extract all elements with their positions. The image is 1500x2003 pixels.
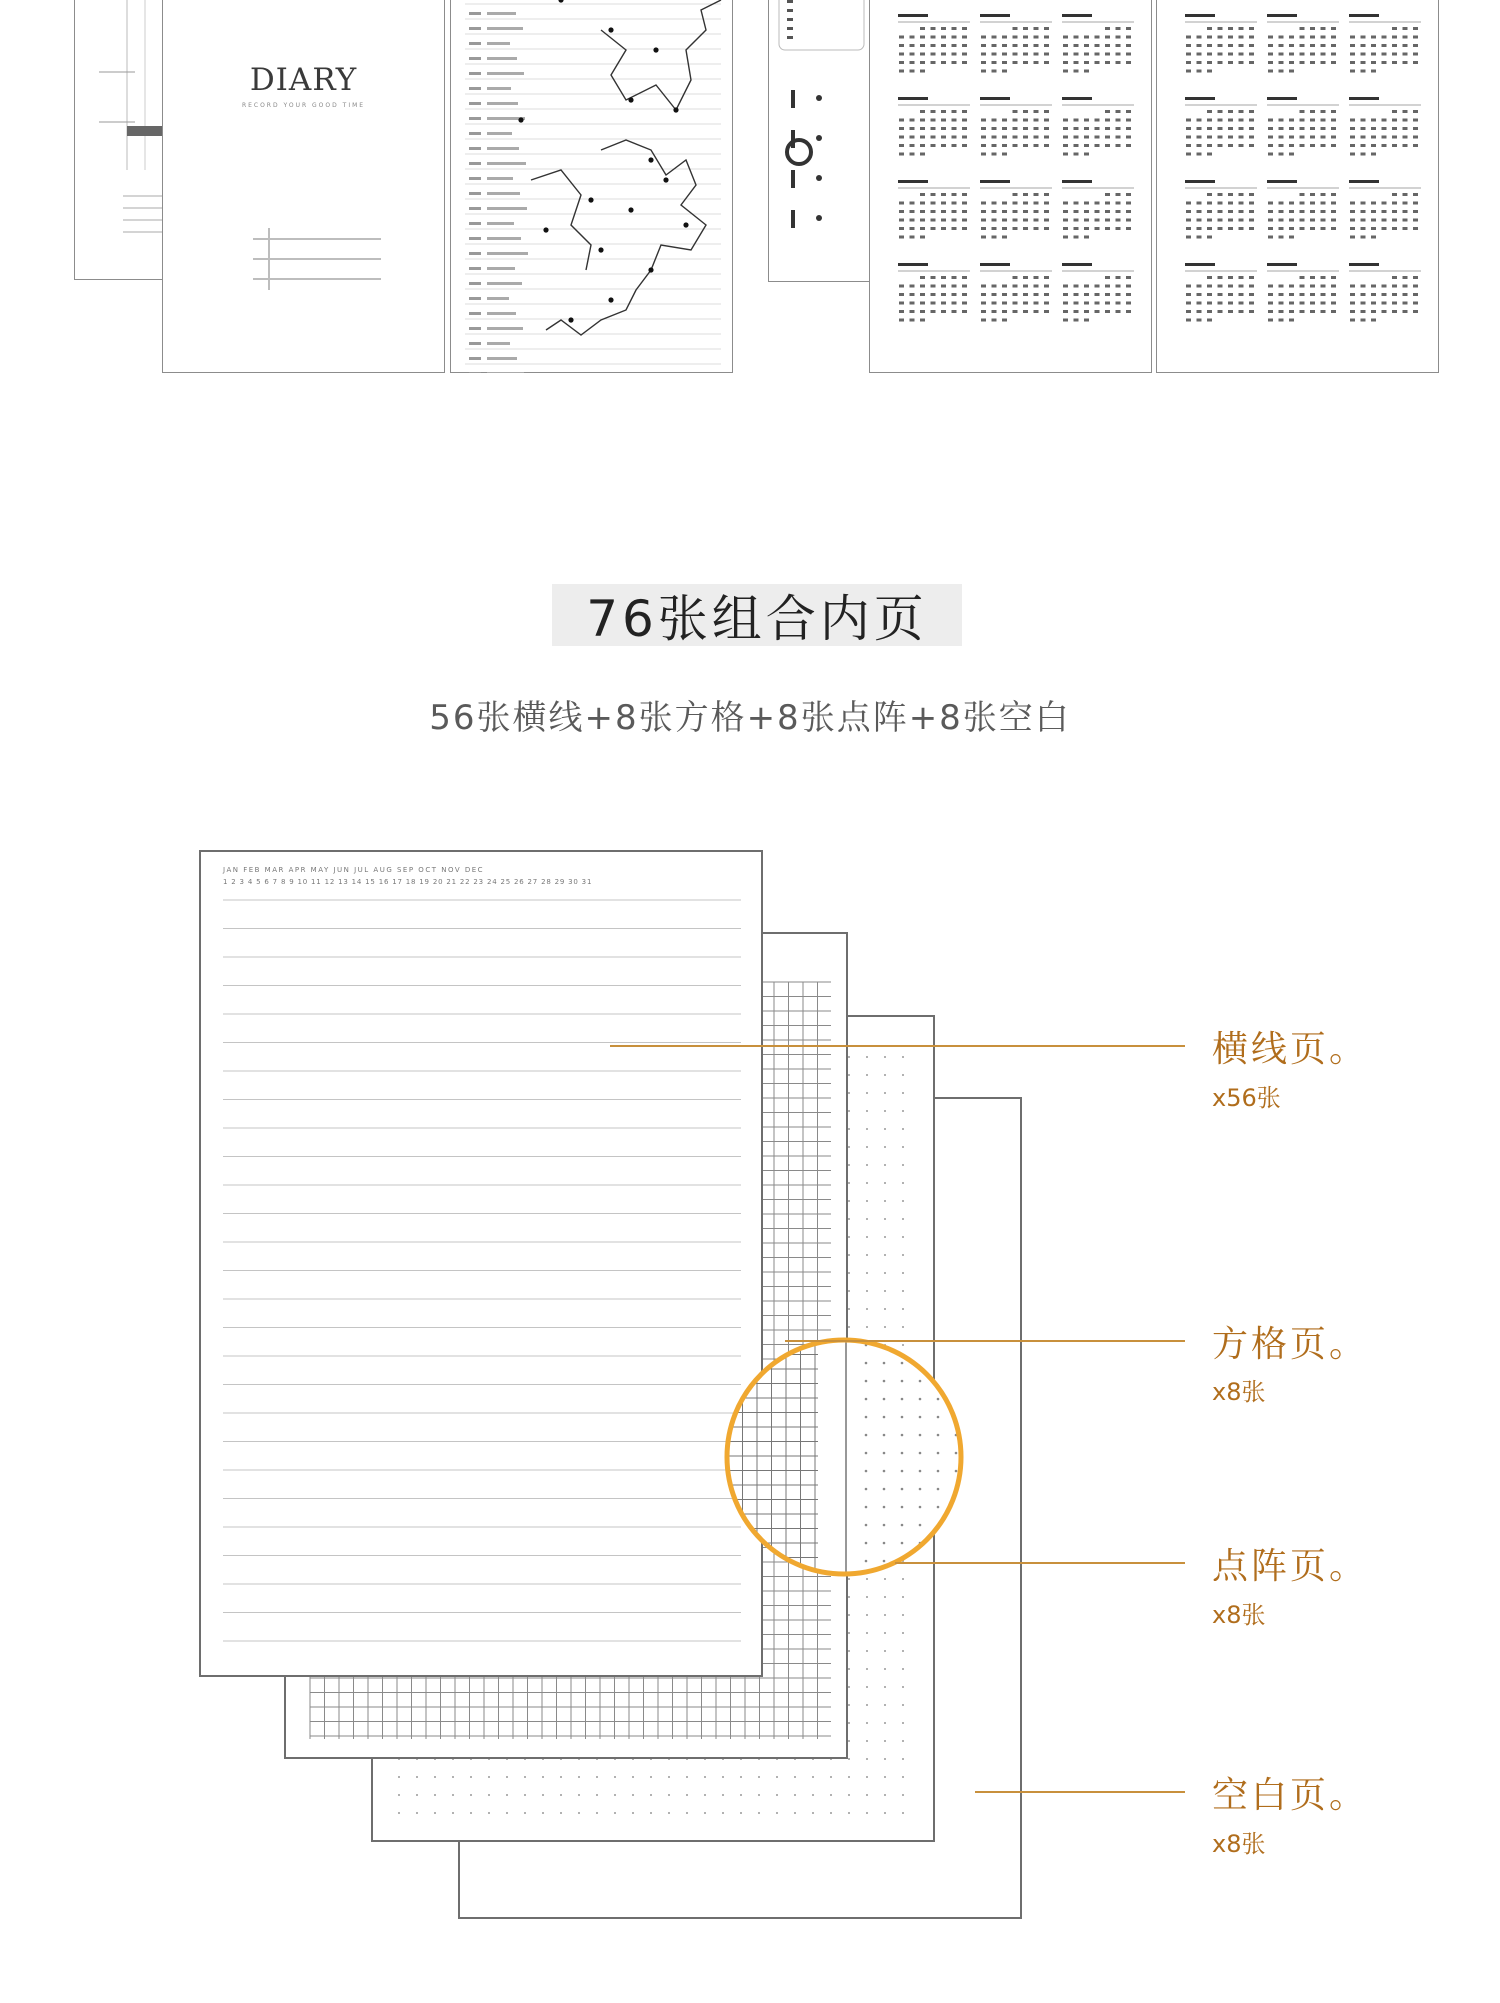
grid-dot <box>848 1218 850 1220</box>
grid-dot <box>902 1596 904 1598</box>
grid-dot <box>722 1794 724 1796</box>
grid-dot <box>596 1812 598 1814</box>
grid-dot <box>884 1344 886 1346</box>
grid-dot <box>902 1308 904 1310</box>
preview-stencil-page <box>768 0 873 282</box>
grid-dot <box>884 1722 886 1724</box>
grid-dot <box>866 1740 868 1742</box>
grid-dot <box>686 1812 688 1814</box>
grid-dot <box>398 1794 400 1796</box>
grid-dot <box>884 1362 886 1364</box>
grid-dot <box>884 1776 886 1778</box>
preview-cover-page <box>162 0 445 373</box>
grid-dot <box>884 1596 886 1598</box>
grid-dot <box>902 1740 904 1742</box>
grid-dot <box>866 1794 868 1796</box>
grid-dot <box>902 1506 904 1508</box>
grid-dot <box>398 1776 400 1778</box>
grid-dot <box>848 1182 850 1184</box>
cover-rule-3 <box>253 278 381 280</box>
grid-dot <box>866 1344 868 1346</box>
grid-dot <box>542 1812 544 1814</box>
grid-dot <box>902 1326 904 1328</box>
grid-dot <box>848 1452 850 1454</box>
grid-dot <box>902 1686 904 1688</box>
grid-dot <box>866 1452 868 1454</box>
grid-dot <box>506 1794 508 1796</box>
cover-rule-1 <box>253 238 381 240</box>
grid-dot <box>902 1614 904 1616</box>
grid-dot <box>848 1506 850 1508</box>
grid-dot <box>902 1632 904 1634</box>
grid-dot <box>866 1578 868 1580</box>
grid-dot <box>902 1380 904 1382</box>
grid-dot <box>866 1056 868 1058</box>
grid-dot <box>488 1794 490 1796</box>
grid-dot <box>866 1236 868 1238</box>
grid-dot <box>848 1128 850 1130</box>
grid-dot <box>614 1812 616 1814</box>
grid-dot <box>902 1344 904 1346</box>
grid-dot <box>902 1074 904 1076</box>
grid-dot <box>902 1398 904 1400</box>
grid-dot <box>884 1560 886 1562</box>
grid-dot <box>902 1758 904 1760</box>
grid-dot <box>884 1812 886 1814</box>
grid-dot <box>884 1092 886 1094</box>
grid-dot <box>542 1776 544 1778</box>
grid-dot <box>614 1776 616 1778</box>
grid-dot <box>524 1812 526 1814</box>
grid-dot <box>704 1776 706 1778</box>
label-dot-title: 点阵页。 <box>1212 1546 1369 1587</box>
grid-dot <box>668 1776 670 1778</box>
label-dot-count: x8张 <box>1212 1601 1266 1629</box>
grid-dot <box>866 1146 868 1148</box>
grid-dot <box>848 1254 850 1256</box>
grid-dot <box>524 1794 526 1796</box>
grid-dot <box>830 1794 832 1796</box>
grid-dot <box>884 1488 886 1490</box>
lined-page-days: 1 2 3 4 5 6 7 8 9 10 11 12 13 14 15 16 17 18 19 20 21 22 23 24 25 26 27 28 29 30 31 <box>223 878 593 886</box>
grid-dot <box>848 1722 850 1724</box>
grid-dot <box>794 1776 796 1778</box>
grid-dot <box>686 1776 688 1778</box>
grid-dot <box>884 1254 886 1256</box>
grid-dot <box>884 1290 886 1292</box>
grid-dot <box>902 1668 904 1670</box>
grid-dot <box>848 1488 850 1490</box>
grid-dot <box>866 1110 868 1112</box>
grid-dot <box>884 1470 886 1472</box>
grid-dot <box>902 1416 904 1418</box>
heading-box <box>552 584 962 646</box>
grid-dot <box>866 1290 868 1292</box>
grid-dot <box>902 1362 904 1364</box>
grid-dot <box>848 1056 850 1058</box>
label-grid-title: 方格页。 <box>1212 1324 1369 1365</box>
grid-dot <box>902 1776 904 1778</box>
preview-calendar-page-1 <box>869 0 1152 373</box>
grid-dot <box>866 1200 868 1202</box>
grid-dot <box>848 1200 850 1202</box>
grid-dot <box>866 1254 868 1256</box>
grid-dot <box>848 1398 850 1400</box>
section-subheading: 56张横线+8张方格+8张点阵+8张空白 <box>429 698 1071 738</box>
grid-dot <box>884 1236 886 1238</box>
grid-dot <box>884 1056 886 1058</box>
grid-dot <box>902 1524 904 1526</box>
grid-dot <box>866 1092 868 1094</box>
label-blank-title: 空白页。 <box>1212 1775 1369 1816</box>
grid-dot <box>884 1794 886 1796</box>
grid-dot <box>884 1758 886 1760</box>
grid-dot <box>542 1794 544 1796</box>
grid-dot <box>848 1236 850 1238</box>
grid-dot <box>866 1542 868 1544</box>
grid-dot <box>848 1470 850 1472</box>
grid-dot <box>560 1776 562 1778</box>
grid-dot <box>902 1182 904 1184</box>
grid-dot <box>758 1776 760 1778</box>
grid-dot <box>902 1704 904 1706</box>
grid-dot <box>452 1812 454 1814</box>
grid-dot <box>812 1794 814 1796</box>
grid-dot <box>866 1380 868 1382</box>
grid-dot <box>704 1812 706 1814</box>
grid-dot <box>470 1812 472 1814</box>
grid-dot <box>848 1074 850 1076</box>
grid-dot <box>866 1308 868 1310</box>
grid-dot <box>776 1812 778 1814</box>
grid-dot <box>560 1812 562 1814</box>
grid-dot <box>848 1434 850 1436</box>
grid-dot <box>812 1812 814 1814</box>
grid-dot <box>848 1362 850 1364</box>
grid-dot <box>848 1344 850 1346</box>
grid-dot <box>398 1812 400 1814</box>
grid-dot <box>848 1524 850 1526</box>
grid-dot <box>902 1146 904 1148</box>
grid-dot <box>848 1776 850 1778</box>
cover-rule-2 <box>253 258 381 260</box>
label-lined-count: x56张 <box>1212 1084 1281 1112</box>
grid-dot <box>560 1794 562 1796</box>
ruled-lines <box>201 852 763 1677</box>
grid-dot <box>884 1128 886 1130</box>
grid-dot <box>866 1128 868 1130</box>
grid-dot <box>632 1794 634 1796</box>
grid-dot <box>578 1794 580 1796</box>
grid-dot <box>884 1578 886 1580</box>
grid-dot <box>722 1812 724 1814</box>
grid-dot <box>848 1704 850 1706</box>
grid-dot <box>740 1776 742 1778</box>
index-page-lines <box>75 0 169 280</box>
grid-dot <box>902 1434 904 1436</box>
grid-dot <box>848 1092 850 1094</box>
grid-dot <box>596 1794 598 1796</box>
grid-dot <box>452 1776 454 1778</box>
grid-dot <box>866 1776 868 1778</box>
grid-dot <box>848 1326 850 1328</box>
grid-dot <box>758 1794 760 1796</box>
grid-dot <box>866 1668 868 1670</box>
grid-dot <box>488 1776 490 1778</box>
grid-dot <box>866 1704 868 1706</box>
grid-dot <box>596 1776 598 1778</box>
cover-rule-vertical <box>268 228 270 290</box>
grid-dot <box>848 1794 850 1796</box>
grid-dot <box>848 1380 850 1382</box>
grid-dot <box>848 1812 850 1814</box>
grid-dot <box>452 1794 454 1796</box>
grid-dot <box>704 1794 706 1796</box>
grid-dot <box>902 1794 904 1796</box>
grid-dot <box>884 1740 886 1742</box>
grid-dot <box>848 1578 850 1580</box>
grid-dot <box>902 1254 904 1256</box>
grid-dot <box>506 1776 508 1778</box>
grid-dot <box>884 1272 886 1274</box>
grid-dot <box>884 1380 886 1382</box>
grid-dot <box>866 1812 868 1814</box>
calendar-grid-2 <box>1157 0 1440 373</box>
grid-dot <box>434 1794 436 1796</box>
grid-dot <box>866 1164 868 1166</box>
grid-dot <box>866 1686 868 1688</box>
grid-dot <box>884 1434 886 1436</box>
grid-dot <box>434 1812 436 1814</box>
grid-dot <box>866 1758 868 1760</box>
grid-dot <box>884 1650 886 1652</box>
grid-dot <box>830 1812 832 1814</box>
grid-dot <box>848 1272 850 1274</box>
grid-dot <box>686 1794 688 1796</box>
grid-dot <box>902 1128 904 1130</box>
grid-dot <box>884 1686 886 1688</box>
grid-dot <box>524 1776 526 1778</box>
grid-dot <box>650 1812 652 1814</box>
grid-dot <box>866 1524 868 1526</box>
grid-dot <box>758 1812 760 1814</box>
grid-dot <box>884 1398 886 1400</box>
grid-dot <box>902 1650 904 1652</box>
grid-dot <box>416 1794 418 1796</box>
grid-dot <box>632 1812 634 1814</box>
grid-dot <box>848 1758 850 1760</box>
preview-calendar-page-2 <box>1156 0 1439 373</box>
grid-dot <box>848 1110 850 1112</box>
grid-dot <box>848 1686 850 1688</box>
grid-dot <box>902 1722 904 1724</box>
grid-dot <box>866 1362 868 1364</box>
grid-dot <box>848 1164 850 1166</box>
grid-dot <box>866 1614 868 1616</box>
lined-page-months: JAN FEB MAR APR MAY JUN JUL AUG SEP OCT NOV DEC <box>223 866 485 874</box>
grid-dot <box>884 1146 886 1148</box>
grid-dot <box>884 1074 886 1076</box>
grid-dot <box>902 1272 904 1274</box>
grid-dot <box>848 1596 850 1598</box>
grid-dot <box>650 1776 652 1778</box>
grid-dot <box>902 1488 904 1490</box>
grid-dot <box>884 1308 886 1310</box>
grid-dot <box>470 1776 472 1778</box>
grid-dot <box>884 1164 886 1166</box>
grid-dot <box>902 1560 904 1562</box>
grid-dot <box>866 1722 868 1724</box>
grid-dot <box>866 1506 868 1508</box>
grid-dot <box>884 1632 886 1634</box>
grid-dot <box>848 1650 850 1652</box>
grid-dot <box>902 1236 904 1238</box>
grid-dot <box>866 1434 868 1436</box>
grid-dot <box>884 1452 886 1454</box>
grid-dot <box>794 1794 796 1796</box>
grid-dot <box>614 1794 616 1796</box>
grid-dot <box>506 1812 508 1814</box>
grid-dot <box>866 1596 868 1598</box>
grid-dot <box>830 1776 832 1778</box>
grid-dot <box>740 1794 742 1796</box>
grid-dot <box>884 1668 886 1670</box>
grid-dot <box>668 1812 670 1814</box>
grid-dot <box>578 1812 580 1814</box>
calendar-grid-1 <box>870 0 1153 373</box>
grid-dot <box>884 1326 886 1328</box>
grid-dot <box>866 1560 868 1562</box>
grid-dot <box>848 1542 850 1544</box>
label-grid-count: x8张 <box>1212 1378 1266 1406</box>
cover-title: DIARY <box>249 62 358 98</box>
grid-dot <box>902 1470 904 1472</box>
grid-dot <box>668 1794 670 1796</box>
grid-dot <box>866 1326 868 1328</box>
grid-dot <box>902 1812 904 1814</box>
grid-dot <box>884 1704 886 1706</box>
grid-dot <box>776 1794 778 1796</box>
lined-page <box>199 850 763 1677</box>
grid-dot <box>578 1776 580 1778</box>
section-heading: 76张组合内页 <box>586 590 928 648</box>
grid-dot <box>848 1290 850 1292</box>
grid-dot <box>416 1776 418 1778</box>
grid-dot <box>866 1470 868 1472</box>
grid-dot <box>740 1812 742 1814</box>
grid-dot <box>866 1650 868 1652</box>
grid-dot <box>866 1218 868 1220</box>
grid-dot <box>884 1614 886 1616</box>
grid-dot <box>866 1416 868 1418</box>
grid-dot <box>902 1542 904 1544</box>
grid-dot <box>848 1632 850 1634</box>
preview-index-page <box>74 0 168 280</box>
grid-dot <box>884 1542 886 1544</box>
grid-dot <box>776 1776 778 1778</box>
grid-dot <box>866 1272 868 1274</box>
grid-dot <box>884 1218 886 1220</box>
grid-dot <box>884 1200 886 1202</box>
grid-dot <box>902 1164 904 1166</box>
grid-dot <box>902 1056 904 1058</box>
stencil-graphic <box>769 0 874 282</box>
cover-subtitle: RECORD YOUR GOOD TIME <box>241 102 366 109</box>
grid-dot <box>884 1506 886 1508</box>
grid-dot <box>416 1812 418 1814</box>
grid-dot <box>902 1110 904 1112</box>
grid-dot <box>866 1398 868 1400</box>
grid-dot <box>812 1776 814 1778</box>
grid-dot <box>848 1308 850 1310</box>
grid-dot <box>848 1740 850 1742</box>
grid-dot <box>884 1416 886 1418</box>
world-map-graphic <box>451 0 734 373</box>
grid-dot <box>902 1200 904 1202</box>
grid-dot <box>866 1488 868 1490</box>
grid-dot <box>866 1182 868 1184</box>
grid-dot <box>902 1218 904 1220</box>
grid-dot <box>650 1794 652 1796</box>
grid-dot <box>848 1560 850 1562</box>
grid-dot <box>884 1524 886 1526</box>
grid-dot <box>884 1182 886 1184</box>
grid-dot <box>866 1632 868 1634</box>
grid-dot <box>902 1290 904 1292</box>
grid-dot <box>902 1092 904 1094</box>
preview-world-map-page <box>450 0 733 373</box>
grid-dot <box>632 1776 634 1778</box>
grid-dot <box>902 1452 904 1454</box>
grid-dot <box>866 1074 868 1076</box>
grid-dot <box>434 1776 436 1778</box>
grid-dot <box>488 1812 490 1814</box>
grid-dot <box>848 1614 850 1616</box>
grid-dot <box>848 1668 850 1670</box>
label-blank-count: x8张 <box>1212 1830 1266 1858</box>
grid-dot <box>848 1416 850 1418</box>
grid-dot <box>794 1812 796 1814</box>
grid-dot <box>848 1146 850 1148</box>
grid-dot <box>470 1794 472 1796</box>
grid-dot <box>902 1578 904 1580</box>
grid-dot <box>722 1776 724 1778</box>
label-lined-title: 横线页。 <box>1212 1029 1369 1070</box>
grid-dot <box>884 1110 886 1112</box>
